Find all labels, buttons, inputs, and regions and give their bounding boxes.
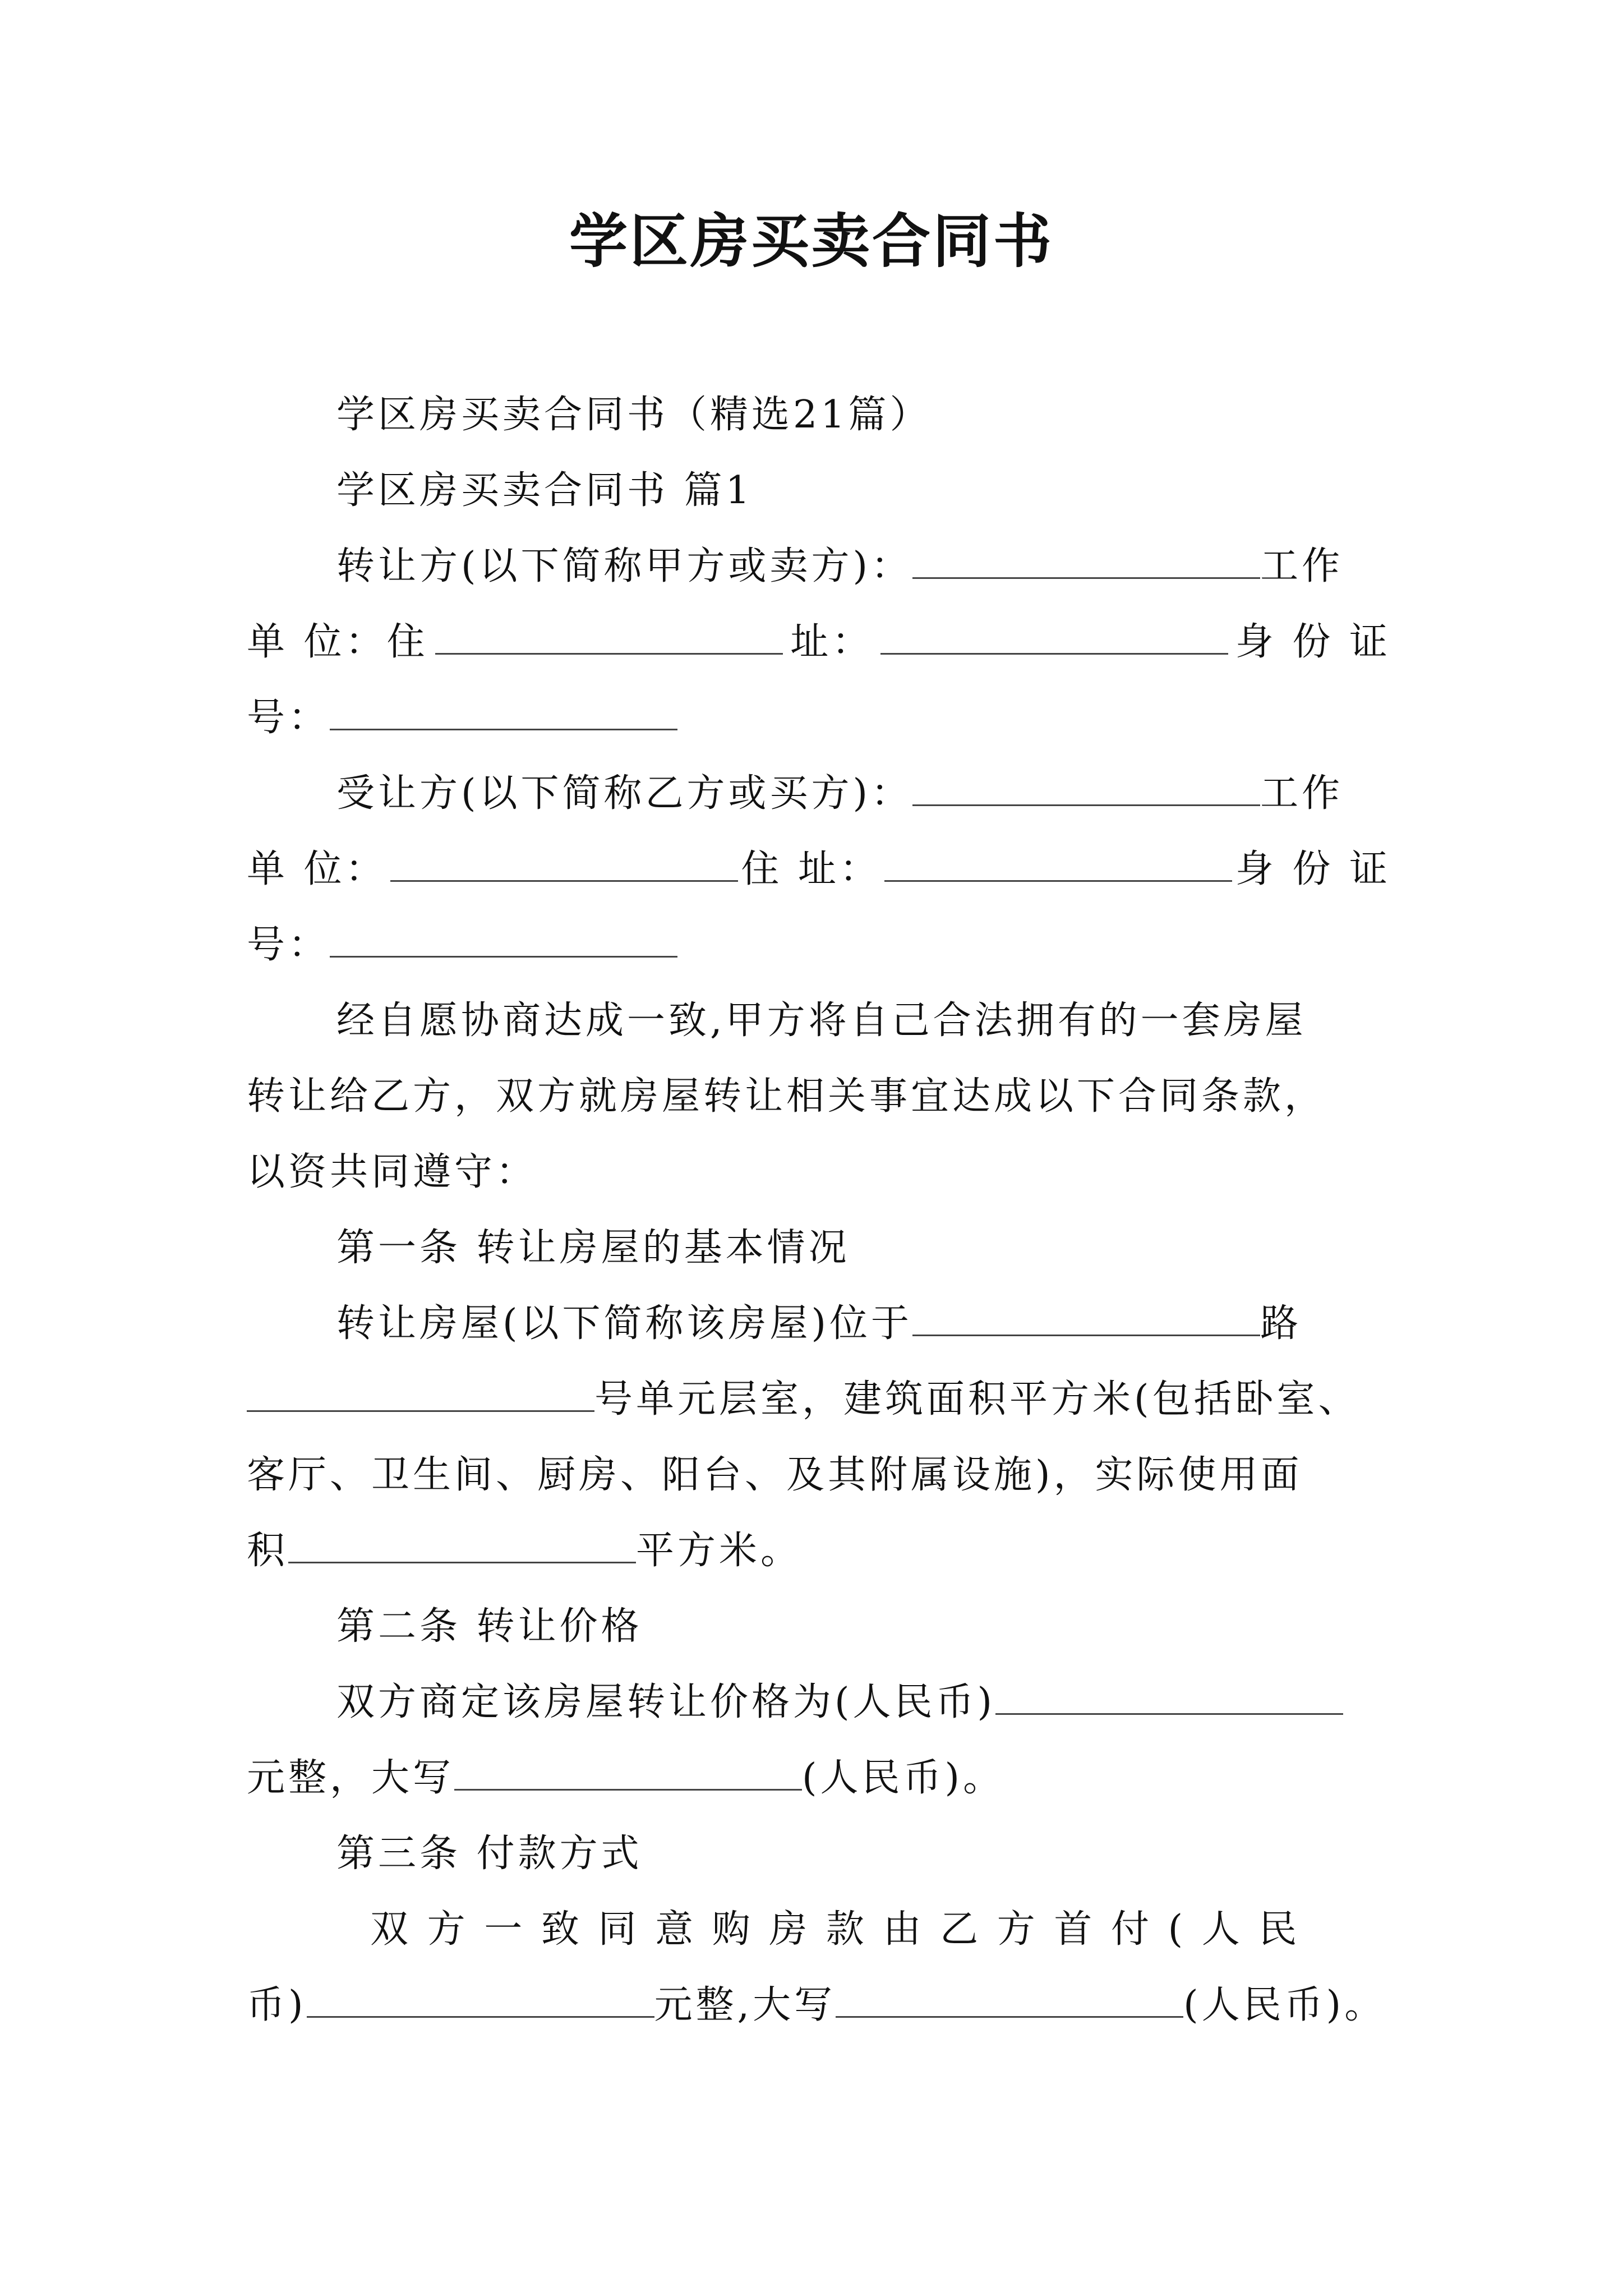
chapter-heading: 学区房买卖合同书 篇1 (336, 468, 753, 513)
article-3-line-1: 双 方 一 致 同 意 购 房 款 由 乙 方 首 付 ( 人 民 (370, 1907, 1301, 1952)
article-1-area-blank (288, 1528, 636, 1563)
party-a-address-blank (880, 619, 1228, 655)
article-1-area-unit: 平方米。 (636, 1529, 803, 1573)
party-b-label: 受让方(以下简称乙方或买方)： (336, 771, 913, 816)
preamble-line-1: 经自愿协商达成一致,甲方将自己合法拥有的一套房屋 (336, 999, 1307, 1043)
article-3-amount-blank (307, 1982, 654, 2018)
party-a-work-label: 工作 (1260, 544, 1344, 588)
preamble-line-2: 转让给乙方，双方就房屋转让相关事宜达成以下合同条款， (247, 1074, 1326, 1119)
article-2-price-blank (995, 1680, 1343, 1715)
party-b-id-blank (330, 922, 677, 958)
document-title: 学区房买卖合同书 (569, 206, 1054, 275)
article-1-unit-text: 号单元层室，建筑面积平方米(包括卧室、 (594, 1377, 1360, 1421)
article-2-currency: (人民币)。 (802, 1756, 1005, 1800)
party-a-line-3 (247, 690, 1391, 746)
party-b-work-label: 工作 (1260, 771, 1344, 816)
party-b-address-blank (884, 846, 1232, 882)
article-1-number-blank (247, 1377, 594, 1412)
party-b-address-label: 住 址： (741, 847, 881, 891)
party-a-address-label: 址： (790, 620, 874, 664)
party-b-id-label: 身 份 证 (1235, 847, 1391, 891)
party-a-id-label: 身 份 证 (1235, 620, 1391, 664)
article-1-road-label: 路 (1260, 1301, 1302, 1346)
party-a-unit-blank (435, 619, 783, 655)
party-a-name-blank (912, 544, 1260, 579)
article-2-line-2 (247, 1750, 1391, 1806)
article-1-line-3: 客厅、卫生间、厨房、阳台、及其附属设施)，实际使用面 (247, 1453, 1303, 1497)
article-1-road-blank (912, 1301, 1260, 1336)
party-b-unit-blank (390, 846, 738, 882)
party-b-name-blank (912, 771, 1260, 806)
article-2-line-1 (247, 1674, 1391, 1731)
document-subtitle: 学区房买卖合同书（精选21篇） (336, 393, 932, 437)
party-a-label: 转让方(以下简称甲方或卖方)： (336, 544, 913, 588)
article-2-capital-label: 元整，大写 (247, 1756, 455, 1800)
article-1-heading: 第一条 转让房屋的基本情况 (336, 1226, 850, 1270)
party-a-unit-label: 单 位：住 (247, 620, 428, 664)
article-2-price-label: 双方商定该房屋转让价格为(人民币) (336, 1680, 996, 1724)
party-a-line-1 (247, 539, 1391, 595)
party-b-line-3 (247, 917, 1391, 973)
party-a-id-label-2: 号： (247, 696, 330, 740)
article-1-location-label: 转让房屋(以下简称该房屋)位于 (336, 1301, 913, 1346)
party-b-id-label-2: 号： (247, 923, 330, 967)
article-3-currency-label: 币) (247, 1983, 307, 2027)
article-2-capital-blank (454, 1755, 802, 1791)
article-3-capital-label: 元整,大写 (654, 1983, 836, 2027)
article-1-area-label: 积 (247, 1529, 289, 1573)
article-1-line-2 (247, 1372, 1391, 1428)
article-1-line-1 (247, 1296, 1391, 1352)
party-a-line-2 (247, 614, 1391, 670)
party-b-unit-label: 单 位： (247, 847, 387, 891)
article-3-capital-blank (836, 1982, 1183, 2018)
party-b-line-2 (247, 841, 1391, 898)
party-b-line-1 (247, 766, 1391, 822)
article-2-heading: 第二条 转让价格 (336, 1604, 643, 1649)
article-3-currency-end: (人民币)。 (1183, 1983, 1386, 2027)
party-a-id-blank (330, 695, 677, 730)
article-3-line-2 (247, 1977, 1391, 2033)
article-3-heading: 第三条 付款方式 (336, 1832, 643, 1876)
article-1-line-4 (247, 1523, 1391, 1579)
preamble-line-3: 以资共同遵守： (247, 1150, 538, 1194)
